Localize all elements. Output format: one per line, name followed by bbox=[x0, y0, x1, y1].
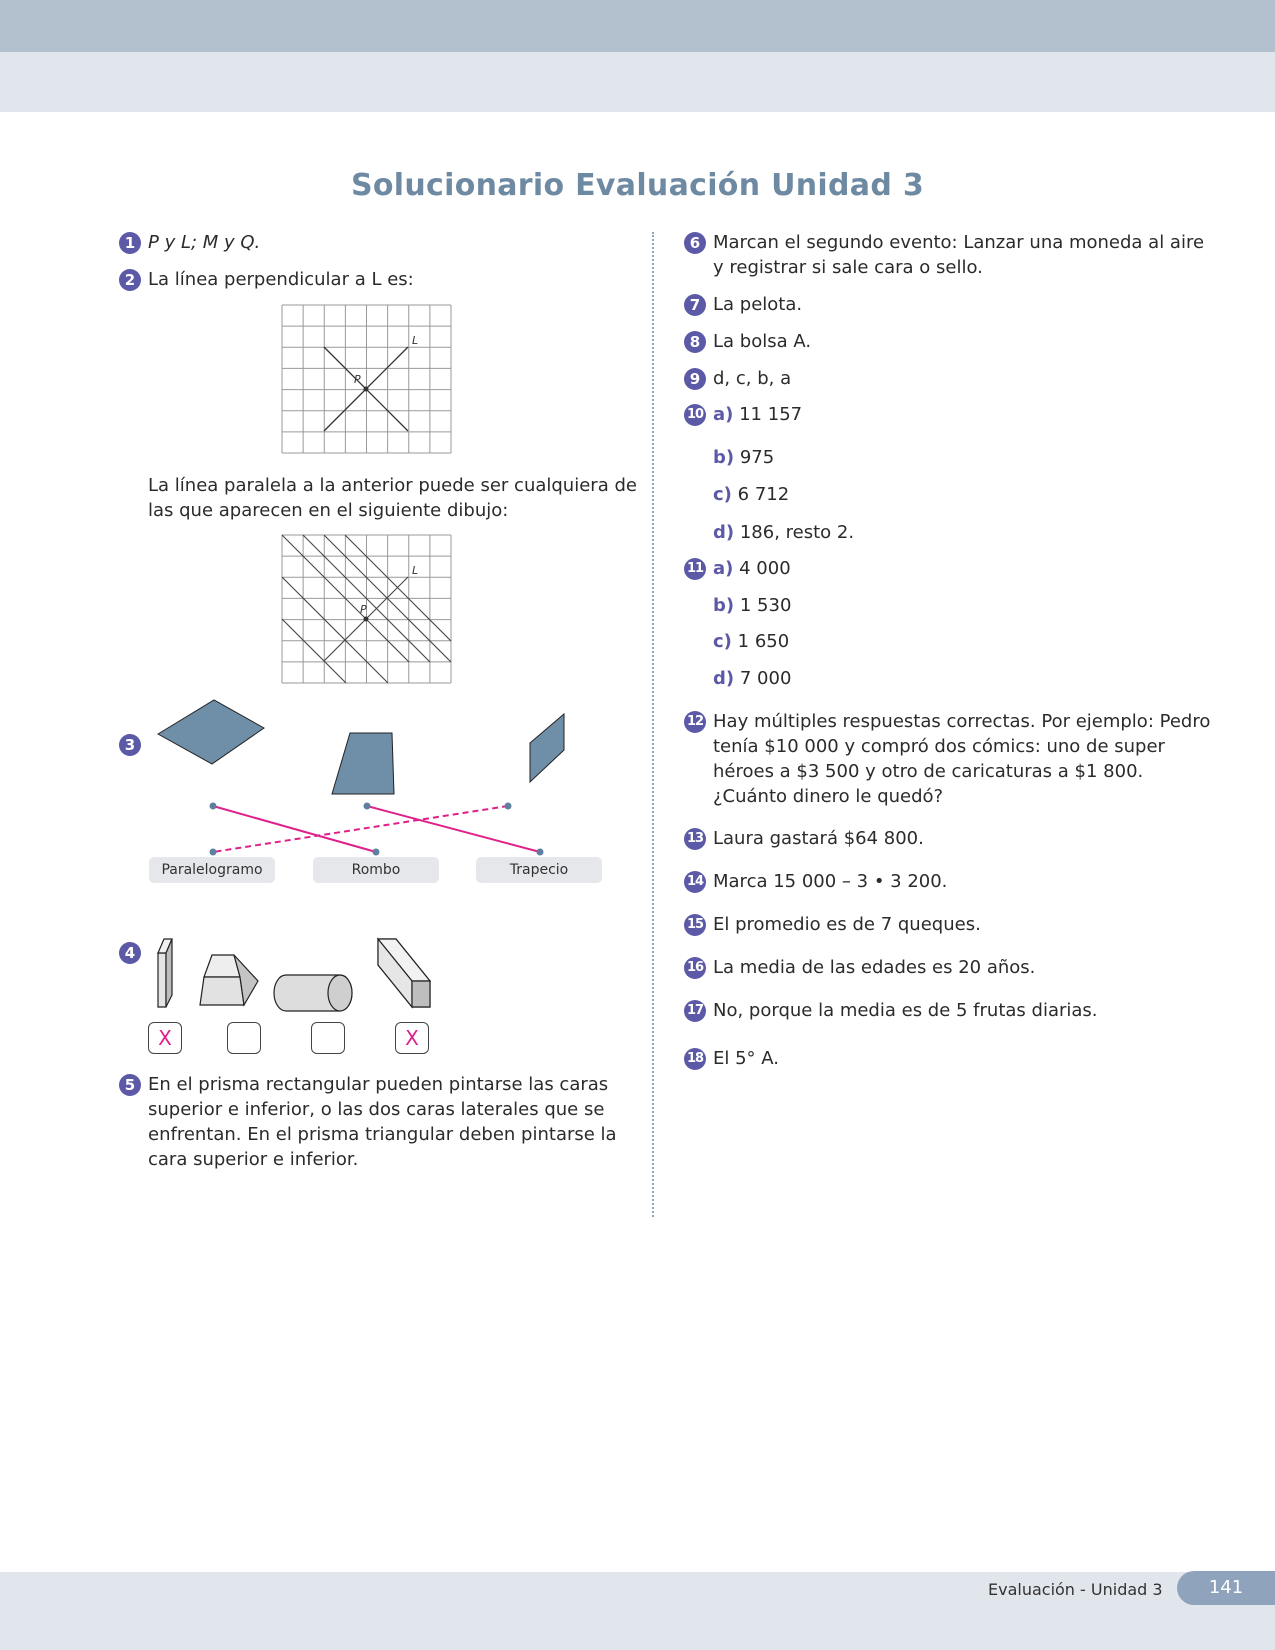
answer-18: El 5° A. bbox=[713, 1048, 779, 1069]
answer-11b: b) 1 530 bbox=[713, 595, 792, 616]
question-number-2: 2 bbox=[119, 269, 141, 291]
answer-11a: a) 4 000 bbox=[713, 558, 791, 579]
grid2-label-l: L bbox=[412, 564, 419, 577]
column-divider bbox=[652, 232, 654, 1217]
answer-5-line2: superior e inferior, o las dos caras laterales que se bbox=[148, 1099, 605, 1120]
answer-14: Marca 15 000 – 3 • 3 200. bbox=[713, 871, 948, 892]
label-trapecio: Trapecio bbox=[476, 857, 602, 883]
grid2-label-p: P bbox=[360, 603, 367, 616]
answer-10a: a) 11 157 bbox=[713, 404, 803, 425]
trapezoid-shape bbox=[332, 733, 394, 794]
question-number-8: 8 bbox=[684, 331, 706, 353]
question-number-6: 6 bbox=[684, 232, 706, 254]
answer-10c: c) 6 712 bbox=[713, 484, 790, 505]
answer-16: La media de las edades es 20 años. bbox=[713, 957, 1036, 978]
answer-5-line3: enfrentan. En el prisma triangular deben pintarse la bbox=[148, 1124, 617, 1145]
parallelogram-shape bbox=[530, 714, 564, 782]
answer-2: La línea perpendicular a L es: bbox=[148, 269, 414, 290]
question-number-9: 9 bbox=[684, 368, 706, 390]
answer-17: No, porque la media es de 5 frutas diarias. bbox=[713, 1000, 1098, 1021]
question-number-14: 14 bbox=[684, 871, 706, 893]
answer-8: La bolsa A. bbox=[713, 331, 812, 352]
perpendicular-grid bbox=[282, 305, 452, 455]
answer-15: El promedio es de 7 queques. bbox=[713, 914, 981, 935]
header-band-light bbox=[0, 52, 1275, 112]
question-number-11: 11 bbox=[684, 558, 706, 580]
label-rombo: Rombo bbox=[313, 857, 439, 883]
grid-label-p: P bbox=[354, 373, 361, 386]
answer-2-parallel-line1: La línea paralela a la anterior puede ser cualquiera de bbox=[148, 475, 637, 496]
check-box-1: X bbox=[148, 1022, 182, 1054]
page-number: 141 bbox=[1177, 1571, 1275, 1605]
footer-label: Evaluación - Unidad 3 bbox=[988, 1580, 1163, 1599]
question-number-1: 1 bbox=[119, 232, 141, 254]
question-number-4: 4 bbox=[119, 942, 141, 964]
header-band bbox=[0, 0, 1275, 52]
question-number-7: 7 bbox=[684, 294, 706, 316]
question-number-10: 10 bbox=[684, 404, 706, 426]
answer-5-line1: En el prisma rectangular pueden pintarse las caras bbox=[148, 1074, 609, 1095]
answer-9: d, c, b, a bbox=[713, 368, 792, 389]
shape-matching-figure bbox=[140, 700, 620, 870]
check-box-4: X bbox=[395, 1022, 429, 1054]
answer-5-line4: cara superior e inferior. bbox=[148, 1149, 359, 1170]
answer-11d: d) 7 000 bbox=[713, 668, 792, 689]
page-title: Solucionario Evaluación Unidad 3 bbox=[350, 168, 925, 203]
match-line-trapezoid bbox=[367, 806, 540, 852]
question-number-17: 17 bbox=[684, 1000, 706, 1022]
solids-figure bbox=[150, 935, 440, 1015]
answer-12-line2: tenía $10 000 y compró dos cómics: uno de super bbox=[713, 736, 1165, 757]
label-paralelogramo: Paralelogramo bbox=[149, 857, 275, 883]
match-line-parallelogram bbox=[213, 806, 508, 852]
answer-12-line1: Hay múltiples respuestas correctas. Por ejemplo: Pedro bbox=[713, 711, 1211, 732]
question-number-16: 16 bbox=[684, 957, 706, 979]
question-number-18: 18 bbox=[684, 1048, 706, 1070]
match-line-rhombus bbox=[213, 806, 376, 852]
answer-13: Laura gastará $64 800. bbox=[713, 828, 924, 849]
rhombus-shape bbox=[158, 700, 264, 764]
answer-6-line1: Marcan el segundo evento: Lanzar una moneda al aire bbox=[713, 232, 1205, 253]
answer-12-line3: héroes a $3 500 y otro de caricaturas a $1 800. bbox=[713, 761, 1144, 782]
answer-10b: b) 975 bbox=[713, 447, 775, 468]
answer-10d: d) 186, resto 2. bbox=[713, 522, 855, 543]
question-number-12: 12 bbox=[684, 711, 706, 733]
parallel-grid bbox=[282, 535, 452, 685]
answer-2-parallel-line2: las que aparecen en el siguiente dibujo: bbox=[148, 500, 509, 521]
answer-11c: c) 1 650 bbox=[713, 631, 790, 652]
answer-1: P y L; M y Q. bbox=[148, 232, 261, 253]
check-box-2 bbox=[227, 1022, 261, 1054]
grid-label-l: L bbox=[412, 334, 419, 347]
question-number-13: 13 bbox=[684, 828, 706, 850]
question-number-15: 15 bbox=[684, 914, 706, 936]
question-number-3: 3 bbox=[119, 734, 141, 756]
check-box-3 bbox=[311, 1022, 345, 1054]
answer-12-line4: ¿Cuánto dinero le quedó? bbox=[713, 786, 944, 807]
answer-6-line2: y registrar si sale cara o sello. bbox=[713, 257, 983, 278]
answer-7: La pelota. bbox=[713, 294, 803, 315]
question-number-5: 5 bbox=[119, 1074, 141, 1096]
